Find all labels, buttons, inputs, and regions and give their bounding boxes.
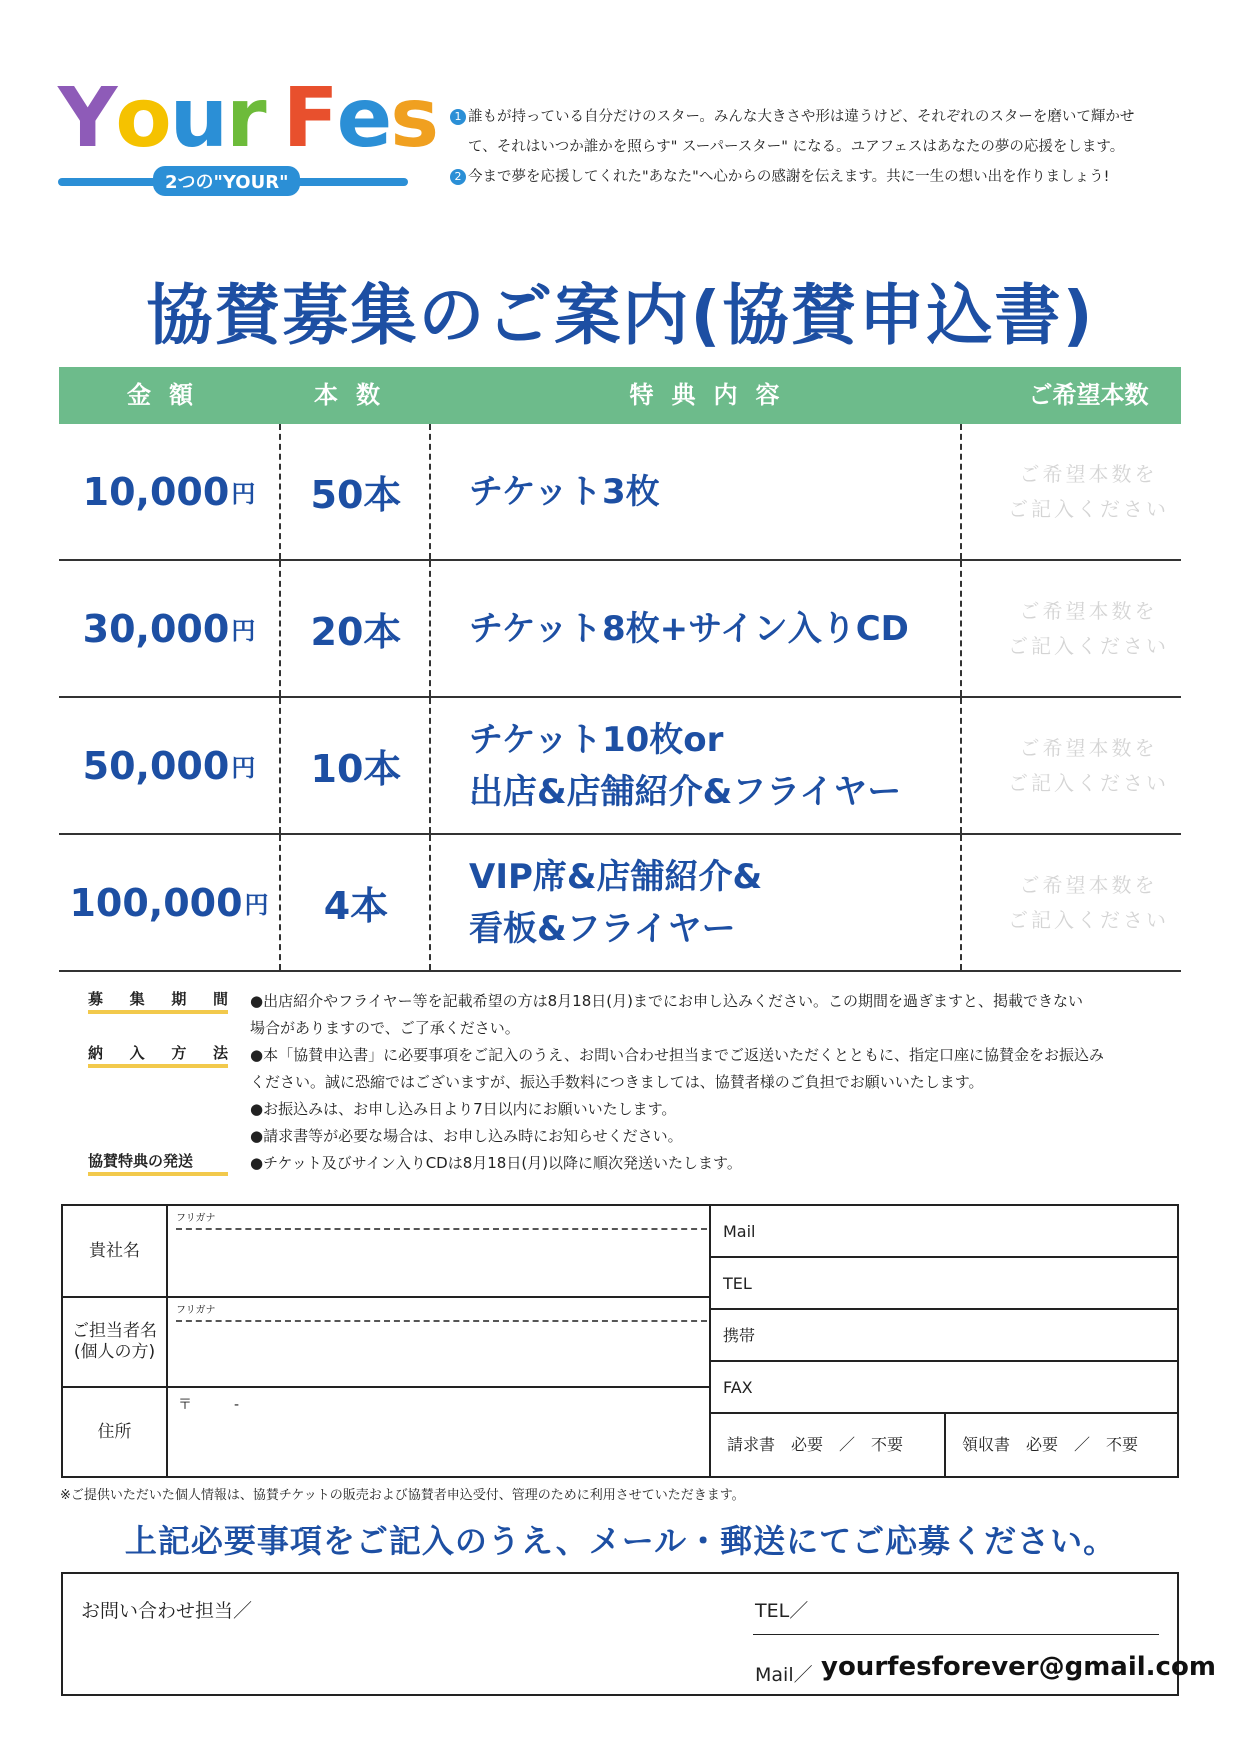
- header-amount: 金額: [127, 381, 211, 409]
- person-furigana: フリガナ: [176, 1305, 216, 1316]
- privacy-notice: ※ご提供いただいた個人情報は、協賛チケットの販売および協賛者申込受付、管理のために利用させていただきます。: [60, 1488, 745, 1503]
- benefit-line-1: チケット10枚or: [469, 719, 724, 760]
- contact-mail-label: Mail／: [755, 1664, 813, 1686]
- yen-unit: 円: [244, 891, 269, 919]
- payment-text-1: ●本「協賛申込書」に必要事項をご記入のうえ、お問い合わせ担当までご返送いただくとともに、指定口座に協賛金をお振込み: [250, 1046, 1104, 1064]
- logo-letter: s: [390, 71, 438, 166]
- receipt-option[interactable]: 領収書 必要 ／ 不要: [962, 1435, 1139, 1454]
- benefit-line-2: 出店&店舗紹介&フライヤー: [469, 771, 902, 812]
- period-text-2: 場合がありますので、ご了承ください。: [250, 1019, 520, 1037]
- header-wish: ご希望本数: [1028, 381, 1149, 409]
- intro-text: [450, 102, 1190, 192]
- mobile-field[interactable]: 携帯: [711, 1310, 1179, 1362]
- logo-letter: Y: [58, 71, 116, 166]
- label-char: 期: [171, 990, 187, 1008]
- header-benefit: 特典内容: [629, 381, 798, 409]
- table-body: [59, 424, 1181, 972]
- label-char: 納: [88, 1044, 104, 1062]
- benefit-line-1: チケット3枚: [469, 471, 660, 512]
- person-row[interactable]: [63, 1298, 709, 1388]
- amount-value: 50,000: [82, 743, 230, 788]
- amount-cell: [59, 698, 279, 833]
- period-text-1: ●出店紹介やフライヤー等を記載希望の方は8月18日(月)までにお申し込みください。この期間を過ぎますと、掲載できない: [250, 992, 1083, 1010]
- yen-unit: 円: [231, 480, 256, 508]
- call-to-action: 上記必要事項をご記入のうえ、メール・郵送にてご応募ください。: [124, 1522, 1117, 1560]
- wish-placeholder-1: ご希望本数を: [1019, 598, 1158, 623]
- table-row: [59, 561, 1181, 698]
- header-count: 本数: [314, 381, 398, 409]
- label-payment: [88, 1042, 228, 1068]
- logo-letter: F: [282, 71, 337, 166]
- label-char: 募: [88, 990, 104, 1008]
- table-row: [59, 698, 1181, 835]
- table-header: [59, 367, 1181, 424]
- contact-mail[interactable]: yourfesforever@gmail.com: [821, 1652, 1216, 1682]
- yen-unit: 円: [231, 617, 256, 645]
- person-label-2: (個人の方): [73, 1342, 156, 1362]
- wish-placeholder-1: ご希望本数を: [1019, 735, 1158, 760]
- furigana-divider: [176, 1228, 707, 1230]
- document-options: [711, 1414, 1179, 1476]
- contact-person-label: お問い合わせ担当／: [81, 1600, 253, 1622]
- label-char: 法: [212, 1044, 228, 1062]
- logo-letter: r: [226, 71, 265, 166]
- address-row[interactable]: [63, 1388, 709, 1476]
- amount-value: 10,000: [82, 469, 230, 514]
- wish-placeholder-1: ご希望本数を: [1019, 872, 1158, 897]
- form-left: [63, 1206, 709, 1476]
- wish-placeholder-2: ご記入ください: [1008, 633, 1169, 658]
- logo-letter: u: [169, 71, 227, 166]
- postal-code-mark: 〒 -: [178, 1397, 240, 1413]
- info-period: [88, 988, 1188, 1042]
- logo-letter: e: [336, 71, 391, 166]
- payment-text-2: ください。誠に恐縮ではございますが、振込手数料につきましては、協賛者様のご負担でお願いいたします。: [250, 1073, 984, 1091]
- intro-text-3: 今まで夢を応援してくれた"あなた"へ心からの感謝を伝えます。共に一生の想い出を作りましょう!: [468, 169, 1110, 185]
- wish-placeholder-2: ご記入ください: [1008, 907, 1169, 932]
- person-label-1: ご担当者名: [72, 1321, 157, 1341]
- label-period: [88, 988, 228, 1014]
- payment-text-4: ●請求書等が必要な場合は、お申し込み時にお知らせください。: [250, 1127, 683, 1145]
- wish-placeholder-1: ご希望本数を: [1019, 461, 1158, 486]
- amount-cell: [59, 835, 279, 970]
- label-char: 入: [129, 1044, 145, 1062]
- contact-divider: [753, 1634, 1159, 1635]
- wish-input[interactable]: [996, 835, 1181, 970]
- amount-cell: [59, 561, 279, 696]
- amount-value: 30,000: [82, 606, 230, 651]
- count-cell: 10本: [310, 747, 402, 791]
- benefit-line-2: 看板&フライヤー: [469, 908, 736, 949]
- furigana-divider: [176, 1320, 707, 1322]
- tel-field[interactable]: TEL: [711, 1258, 1179, 1310]
- amount-cell: [59, 424, 279, 559]
- shipping-text-1: ●チケット及びサイン入りCDは8月18日(月)以降に順次発送いたします。: [250, 1154, 742, 1172]
- logo-subtitle: 2つの"YOUR": [153, 166, 300, 196]
- logo: [58, 71, 438, 198]
- logo-title: [58, 71, 438, 166]
- count-cell: 50本: [310, 473, 402, 517]
- intro-line-2: て、それはいつか誰かを照らす" スーパースター" になる。ユアフェスはあなたの夢の応援をします。: [468, 139, 1125, 155]
- number-one-icon: 1: [450, 109, 466, 125]
- yen-unit: 円: [231, 754, 256, 782]
- number-two-icon: 2: [450, 169, 466, 185]
- intro-line-1: [450, 102, 1190, 132]
- fax-field[interactable]: FAX: [711, 1362, 1179, 1414]
- mail-field[interactable]: Mail: [711, 1206, 1179, 1258]
- table-row: [59, 835, 1181, 972]
- form-right: [709, 1206, 1177, 1476]
- wish-input[interactable]: [996, 424, 1181, 559]
- wish-placeholder-2: ご記入ください: [1008, 770, 1169, 795]
- company-furigana: フリガナ: [176, 1213, 216, 1224]
- contact-box: [61, 1572, 1216, 1696]
- page-title: 協賛募集のご案内(協賛申込書): [146, 277, 1095, 354]
- info-section: [88, 988, 1188, 1177]
- company-label: 貴社名: [63, 1206, 168, 1296]
- label-char: 間: [212, 990, 228, 1008]
- wish-input[interactable]: [996, 561, 1181, 696]
- company-row[interactable]: [63, 1206, 709, 1298]
- application-form: [61, 1204, 1179, 1478]
- address-label: 住所: [63, 1388, 168, 1476]
- label-shipping: 協賛特典の発送: [88, 1150, 228, 1176]
- invoice-option[interactable]: 請求書 必要 ／ 不要: [727, 1435, 904, 1454]
- count-cell: 4本: [323, 884, 389, 928]
- payment-text-3: ●お振込みは、お申し込み日より7日以内にお願いいたします。: [250, 1100, 677, 1118]
- benefit-cell: [469, 424, 1009, 559]
- amount-value: 100,000: [69, 880, 243, 925]
- wish-input[interactable]: [996, 698, 1181, 833]
- sponsorship-table: [59, 367, 1181, 972]
- intro-text-1: 誰もが持っている自分だけのスター。みんな大きさや形は違うけど、それぞれのスターを磨いて輝かせ: [468, 109, 1135, 125]
- wish-placeholder-2: ご記入ください: [1008, 496, 1169, 521]
- benefit-line-1: チケット8枚+サイン入りCD: [469, 608, 909, 649]
- contact-tel-label: TEL／: [755, 1600, 809, 1622]
- label-char: 方: [171, 1044, 187, 1062]
- table-row: [59, 424, 1181, 561]
- benefit-cell: [469, 698, 1009, 833]
- info-payment: [88, 1042, 1188, 1150]
- logo-letter: o: [115, 71, 170, 166]
- intro-line-3: [450, 162, 1190, 192]
- count-cell: 20本: [310, 610, 402, 654]
- benefit-line-1: VIP席&店舗紹介&: [469, 856, 763, 897]
- person-label: [63, 1298, 168, 1386]
- benefit-cell: [469, 835, 1009, 970]
- benefit-cell: [469, 561, 1009, 696]
- label-char: 集: [129, 990, 145, 1008]
- info-shipping: [88, 1150, 1188, 1177]
